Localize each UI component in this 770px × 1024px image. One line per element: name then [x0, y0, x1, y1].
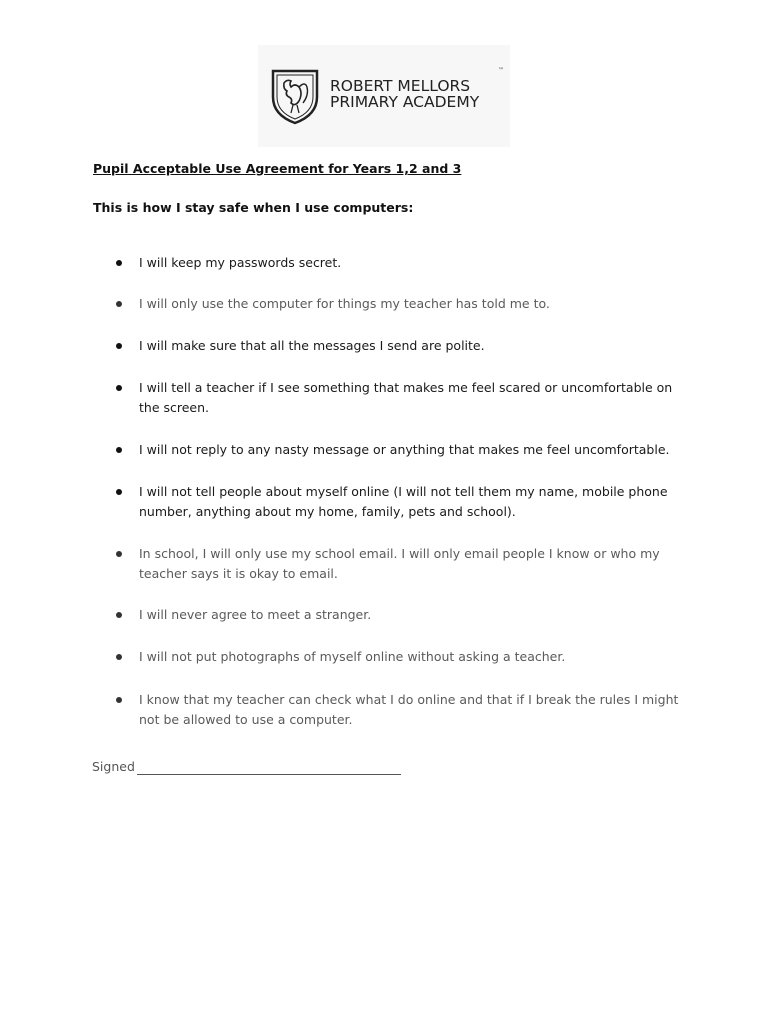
rule-text: I will never agree to meet a stranger. [139, 607, 372, 622]
signature-line[interactable] [137, 774, 401, 775]
academy-name-line1: ROBERT MELLORS [330, 77, 471, 95]
rule-text: In school, I will only use my school email. I will only email people I know or who my teacher says it is okay to email. [139, 546, 660, 581]
rule-text: I will not put photographs of myself online without asking a teacher. [139, 649, 566, 664]
signed-label: Signed [92, 759, 135, 774]
bullet-icon [116, 343, 122, 349]
academy-name [330, 78, 479, 110]
academy-logo [258, 45, 510, 147]
rule-text: I will only use the computer for things my teacher has told me to. [139, 296, 550, 311]
document-subtitle: This is how I stay safe when I use computers: [93, 200, 414, 215]
academy-name-line2: PRIMARY ACADEMY [330, 93, 480, 111]
bullet-icon [116, 385, 122, 391]
rule-text: I know that my teacher can check what I do online and that if I break the rules I might not be allowed to use a computer. [139, 692, 679, 727]
bullet-icon [116, 447, 122, 453]
bullet-icon [116, 551, 122, 557]
rooster-shield-icon [269, 67, 321, 125]
bullet-icon [116, 260, 122, 266]
bullet-icon [116, 612, 122, 618]
trademark-symbol: ™ [498, 67, 504, 74]
rule-text: I will not tell people about myself online (I will not tell them my name, mobile phone number, anything about my home, family, pets and school). [139, 484, 668, 519]
rule-text: I will not reply to any nasty message or anything that makes me feel uncomfortable. [139, 442, 670, 457]
bullet-icon [116, 697, 122, 703]
document-title: Pupil Acceptable Use Agreement for Years 1,2 and 3 [93, 161, 462, 176]
rule-text: I will make sure that all the messages I send are polite. [139, 338, 485, 353]
bullet-icon [116, 654, 122, 660]
bullet-icon [116, 301, 122, 307]
rule-text: I will keep my passwords secret. [139, 255, 342, 270]
bullet-icon [116, 489, 122, 495]
rule-text: I will tell a teacher if I see something that makes me feel scared or uncomfortable on the screen. [139, 380, 673, 415]
